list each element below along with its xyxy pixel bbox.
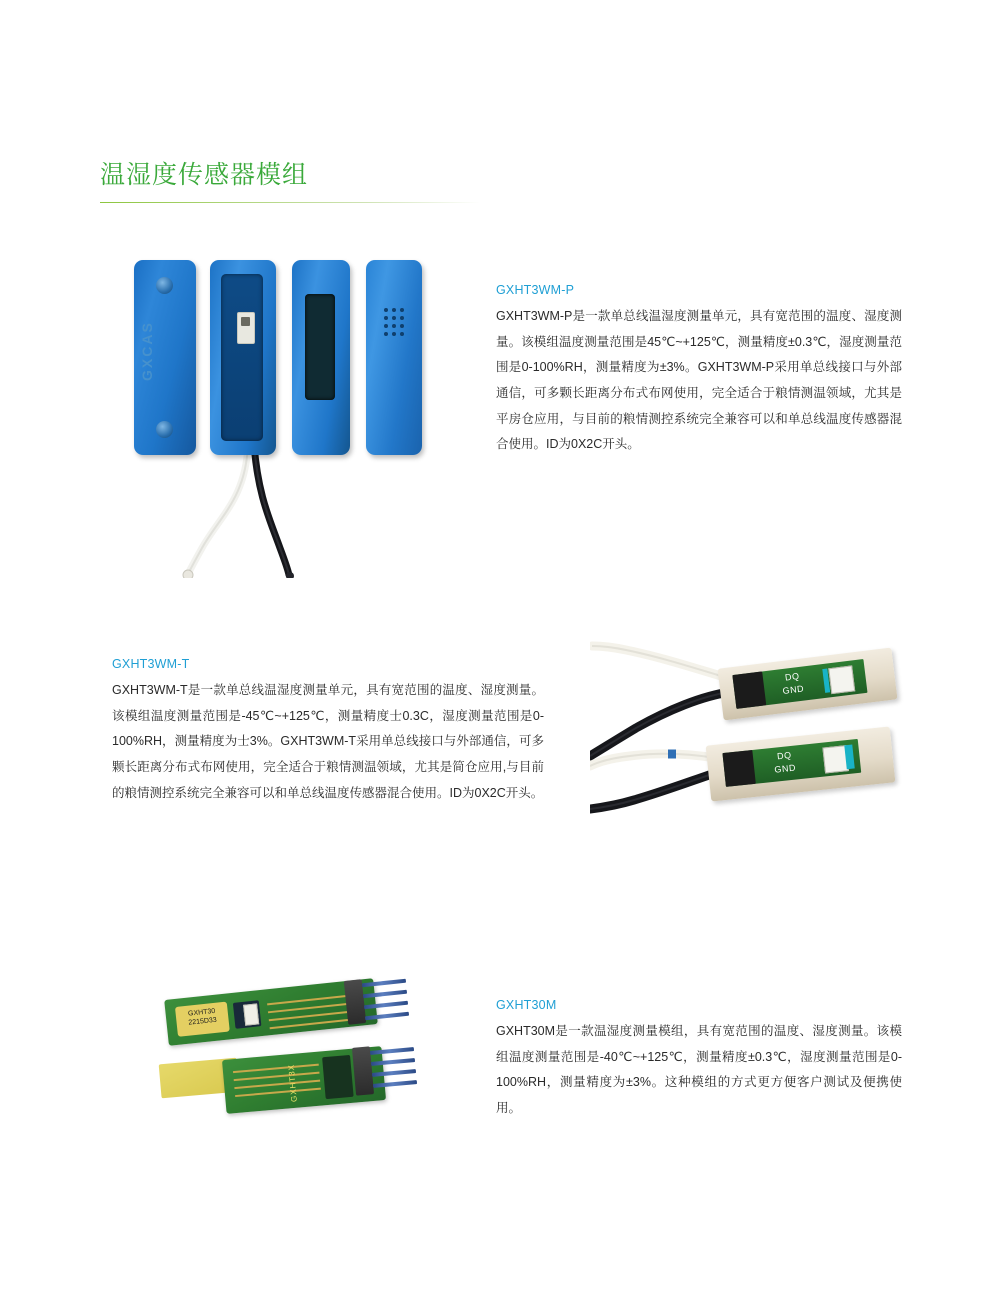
title-divider	[100, 202, 480, 203]
module-upper-label-gnd: GND	[782, 683, 805, 697]
sensor-shell-window	[292, 260, 350, 455]
product-name-gxht30m: GXHT30M	[496, 998, 557, 1012]
product-image-gxht3wm-t	[590, 630, 920, 830]
pcb-upper-sensor-chip	[243, 1003, 259, 1025]
product-image-gxht3wm-p	[120, 248, 420, 578]
pcb-lower-trace-4	[235, 1088, 321, 1097]
module-lower-label-gnd: GND	[773, 762, 797, 775]
sensor-shell-back	[134, 260, 196, 455]
pcb-chip-marking: GXHT30 2215D33	[187, 1007, 218, 1027]
product-name-gxht3wm-t: GXHT3WM-T	[112, 657, 190, 671]
sensor-shell-front	[366, 260, 422, 455]
page-title-block	[100, 160, 480, 203]
sensor-pcb	[237, 312, 255, 344]
pcb-lower-trace-3	[234, 1080, 320, 1089]
product-block-gxht30m	[496, 998, 902, 1122]
product-description-gxht30m: GXHT30M是一款温湿度测量模组，具有宽范围的温度、湿度测量。该模组温度测量范围是-40℃~+125℃，测量精度±0.3℃，湿度测量范围是0-100%RH，测量精度为±3%。这种模组的方式更方便客户测试及便携使用。	[496, 1024, 902, 1115]
shell-window-slot	[305, 294, 335, 400]
pcb-silkscreen-text: GXHT3X	[286, 1063, 299, 1103]
product-description-gxht3wm-p: GXHT3WM-P是一款单总线温湿度测量单元，具有宽范围的温度、湿度测量。该模组温度测量范围是45℃~+125℃，测量精度±0.3℃，湿度测量范围是0-100%RH，测量精度为±3%。GXHT3WM-P采用单总线接口与外部通信，可多颗长距离分布式布网使用，完全适合于粮情测温领域，尤其是平房仓应用，与目前的粮情测控系统完全兼容可以和单总线温度传感器混合使用。ID为0X2C开头。	[496, 309, 902, 452]
shell-cavity	[221, 274, 263, 441]
product-name-gxht3wm-p: GXHT3WM-P	[496, 283, 575, 297]
module-upper-label-dq: DQ	[784, 670, 801, 683]
product-image-gxht30m	[150, 975, 450, 1155]
screw-bottom-icon	[156, 421, 173, 438]
brand-logo: GXCAS	[139, 321, 155, 381]
product-block-gxht3wm-p	[496, 283, 902, 458]
pcb-upper-trace-4	[270, 1019, 352, 1030]
sensor-shell-open	[210, 260, 276, 455]
vent-holes-icon	[384, 308, 406, 342]
module-lower-label-dq: DQ	[776, 749, 793, 762]
module-upper-wire-entry	[732, 671, 766, 708]
product-description-gxht3wm-t: GXHT3WM-T是一款单总线温湿度测量单元，具有宽范围的温度、湿度测量。该模组温度测量范围是-45℃~+125℃，测量精度士0.3C，湿度测量范围是0-100%RH，测量精度为士3%。GXHT3WM-T采用单总线接口与外部通信，可多颗长距离分布式布网使用，完全适合于粮情测温领域，尤其是简仓应用,与目前的粮情测控系统完全兼容可以和单总线温度传感器混合使用。ID为0X2C开头。	[112, 683, 544, 800]
product-block-gxht3wm-t	[112, 657, 544, 806]
screw-top-icon	[156, 277, 173, 294]
module-lower-wire-entry	[722, 750, 755, 787]
module-upper-sensor-chip	[828, 665, 855, 694]
page-title: 温湿度传感器模组	[100, 161, 309, 189]
pcb-lower-component-area	[322, 1055, 354, 1099]
